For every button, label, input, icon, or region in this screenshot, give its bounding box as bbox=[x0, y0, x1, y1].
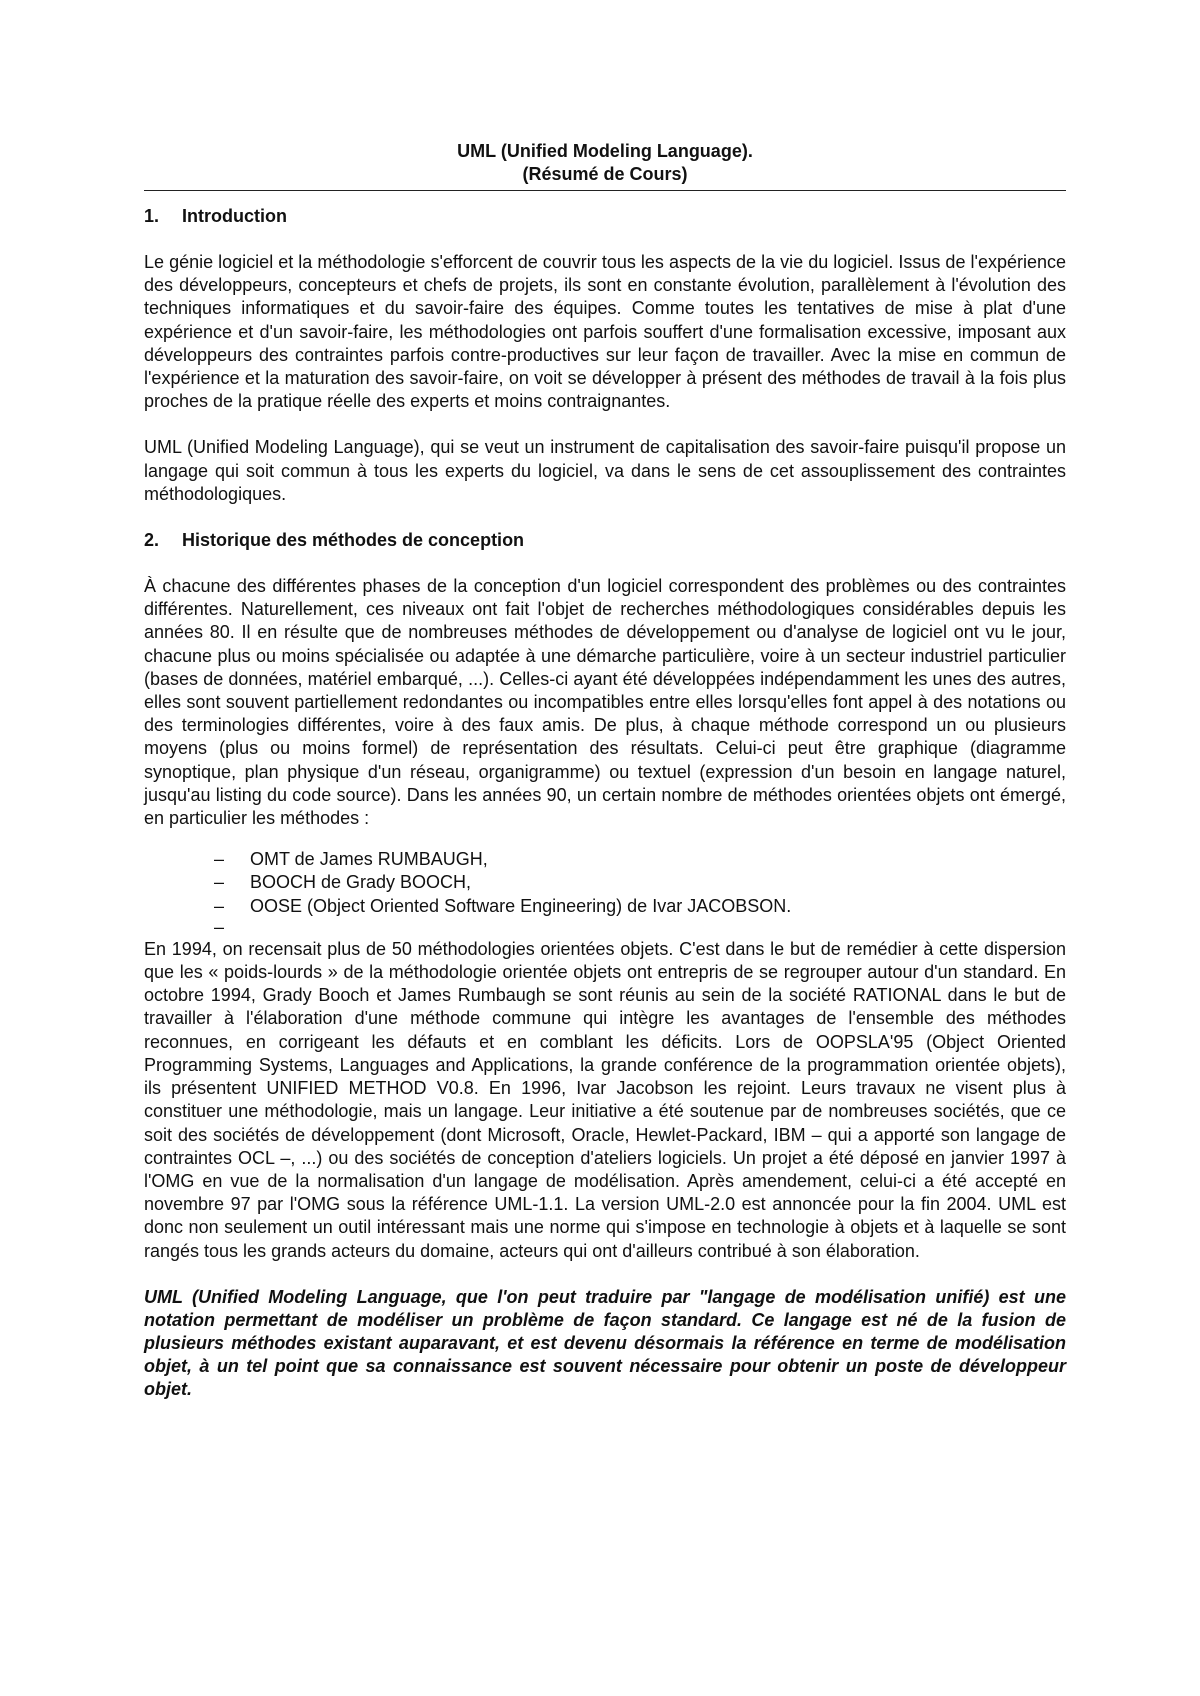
section-heading-historique bbox=[144, 529, 1066, 552]
list-item-text: OOSE (Object Oriented Software Engineering) de Ivar JACOBSON. bbox=[250, 895, 792, 916]
list-dash: – bbox=[214, 916, 225, 937]
title-line-1: UML (Unified Modeling Language). bbox=[457, 141, 753, 161]
document-page bbox=[144, 140, 1066, 1401]
section-title: Introduction bbox=[182, 206, 287, 226]
section-title: Historique des méthodes de conception bbox=[182, 530, 525, 551]
section-number: 2. bbox=[144, 530, 160, 551]
title-divider bbox=[144, 190, 1066, 191]
list-dash: – bbox=[214, 849, 225, 870]
list-item bbox=[214, 918, 1066, 936]
uml-definition-emphasis: UML (Unified Modeling Language, que l'on peut traduire par "langage de modélisation unifié) est une notation permettant de modéliser un problème de façon standard. Ce langage est né de la fusion de plusieurs méthodes existant auparavant, et est devenu désormais la référence en terme de modélisation objet, à un tel point que sa connaissance est souvent nécessaire pour obtenir un poste de développeur objet. bbox=[144, 1286, 1066, 1399]
methods-list bbox=[144, 848, 1066, 936]
list-item-text: OMT de James RUMBAUGH, bbox=[250, 849, 488, 870]
list-item bbox=[214, 895, 1066, 918]
list-item bbox=[214, 848, 1066, 871]
list-dash: – bbox=[214, 872, 225, 893]
historique-paragraph-1: À chacune des différentes phases de la conception d'un logiciel correspondent des problèmes ou des contraintes différentes. Naturellement, ces niveaux ont fait l'objet de recherches méthodologiques considérables depuis les années 80. Il en résulte que de nombreuses méthodes de développement ou d'analyse de logiciel ont vu le jour, chacune plus ou moins spécialisée ou adaptée à une démarche particulière, voire à un secteur industriel particulier (bases de données, matériel embarqué, ...). Celles-ci ayant été développées indépendamment les unes des autres, elles sont souvent partiellement redondantes ou incompatibles entre elles lorsqu'elles font appel à des notations ou des terminologies différentes, voire à des faux amis. De plus, à chaque méthode correspond un ou plusieurs moyens (plus ou moins formel) de représentation des résultats. Celui-ci peut être graphique (diagramme synoptique, plan physique d'un réseau, organigramme) ou textuel (expression d'un besoin en langage naturel, jusqu'au listing du code source). Dans les années 90, un certain nombre de méthodes orientées objets ont émergé, en particulier les méthodes : bbox=[144, 576, 1066, 829]
section-number: 1. bbox=[144, 206, 160, 226]
intro-paragraph-2: UML (Unified Modeling Language), qui se veut un instrument de capitalisation des savoir-faire puisqu'il propose un langage qui soit commun à tous les experts du logiciel, va dans le sens de cet assouplissement des contraintes méthodologiques. bbox=[144, 437, 1066, 504]
document-title bbox=[144, 140, 1066, 186]
historique-paragraph-2: En 1994, on recensait plus de 50 méthodologies orientées objets. C'est dans le but de remédier à cette dispersion que les « poids-lourds » de la méthodologie orientée objets ont entrepris de se regrouper autour d'un standard. En octobre 1994, Grady Booch et James Rumbaugh se sont réunis au sein de la société RATIONAL dans le but de travailler à l'élaboration d'une méthode commune qui intègre les avantages de l'ensemble des méthodes reconnues, en corrigeant les défauts et en comblant les déficits. Lors de OOPSLA'95 (Object Oriented Programming Systems, Languages and Applications, la grande conférence de la programmation orientée objets), ils présentent UNIFIED METHOD V0.8. En 1996, Ivar Jacobson les rejoint. Leurs travaux ne visent plus à constituer une méthodologie, mais un langage. Leur initiative a été soutenue par de nombreuses sociétés, que ce soit des sociétés de développement (dont Microsoft, Oracle, Hewlet-Packard, IBM – qui a apporté son langage de contraintes OCL –, ...) ou des sociétés de conception d'ateliers logiciels. Un projet a été déposé en janvier 1997 à l'OMG en vue de la normalisation d'un langage de modélisation. Après amendement, celui-ci a été accepté en novembre 97 par l'OMG sous la référence UML-1.1. La version UML-2.0 est annoncée pour la fin 2004. UML est donc non seulement un outil intéressant mais une norme qui s'impose en technologie à objets et à laquelle se sont rangés tous les grands acteurs du domaine, acteurs qui ont d'ailleurs contribué à son élaboration. bbox=[144, 938, 1066, 1261]
section-heading-introduction bbox=[144, 205, 1066, 228]
list-item bbox=[214, 871, 1066, 894]
intro-paragraph-1: Le génie logiciel et la méthodologie s'efforcent de couvrir tous les aspects de la vie du logiciel. Issus de l'expérience des développeurs, concepteurs et chefs de projets, ils sont en constante évolution, parallèlement à l'évolution des techniques informatiques et du savoir-faire des équipes. Comme toutes les tentatives de mise à plat d'une expérience et d'un savoir-faire, les méthodologies ont parfois souffert d'une formalisation excessive, imposant aux développeurs des contraintes parfois contre-productives sur leur façon de travailler. Avec la mise en commun de l'expérience et la maturation des savoir-faire, on voit se développer à présent des méthodes de travail à la fois plus proches de la pratique réelle des experts et moins contraignantes. bbox=[144, 252, 1066, 412]
list-dash: – bbox=[214, 895, 225, 916]
title-line-2: (Résumé de Cours) bbox=[522, 164, 688, 184]
list-item-text: BOOCH de Grady BOOCH, bbox=[250, 872, 472, 893]
